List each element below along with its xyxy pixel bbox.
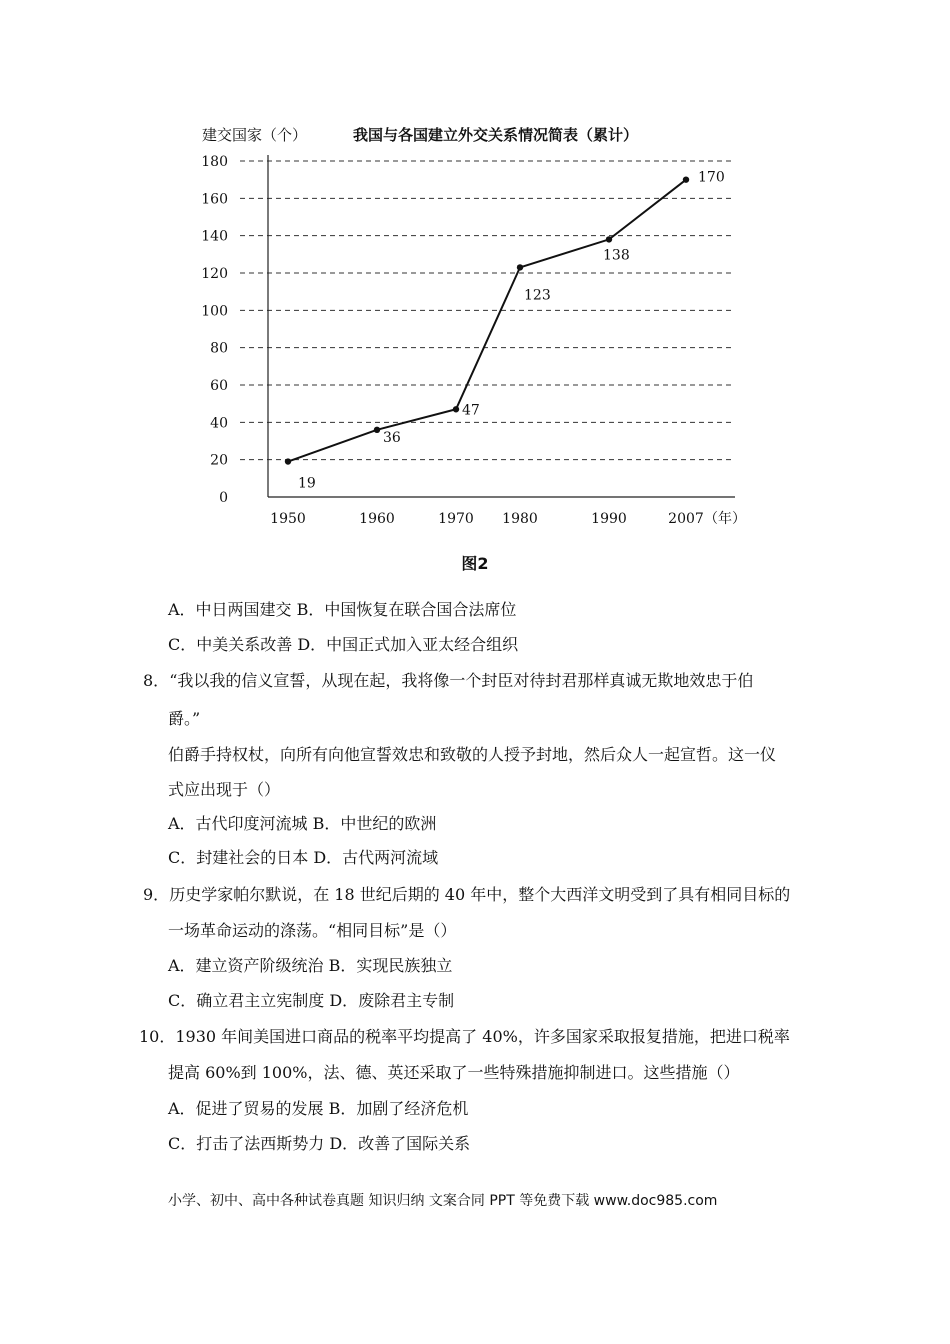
- q9-text-line1: 历史学家帕尔默说，在 18 世纪后期的 40 年中，整个大西洋文明受到了具有相同目标的: [169, 885, 791, 904]
- q8-text-line1: “我以我的信义宣誓，从现在起，我将像一个封臣对待封君那样真诚无欺地效忠于伯: [169, 671, 754, 690]
- q8-text-line3: 伯爵手持权杖，向所有向他宣誓效忠和致敬的人授予封地，然后众人一起宣哲。这一仪: [168, 745, 777, 764]
- y-tick-label: 160: [201, 191, 228, 208]
- q8-options-row1: A．古代印度河流城 B．中世纪的欧洲: [168, 814, 437, 833]
- x-axis-unit: （年）: [704, 511, 746, 527]
- q10-text-line2: 提高 60%到 100%，法、德、英还采取了一些特殊措施抑制进口。这些措施（）: [168, 1063, 740, 1082]
- q8-first-line: [143, 669, 753, 693]
- q8-number: 8．: [143, 671, 170, 690]
- q10-number: 10．: [139, 1027, 176, 1046]
- y-tick-label: 140: [201, 228, 228, 245]
- x-tick-label: 1990: [591, 511, 627, 527]
- data-point: [374, 427, 380, 433]
- data-label: 170: [698, 169, 725, 186]
- q9-first-line: [143, 883, 790, 907]
- x-tick-label: 1980: [502, 511, 538, 527]
- y-tick-label: 0: [219, 490, 228, 506]
- q10-options-row1: A．促进了贸易的发展 B．加剧了经济危机: [168, 1099, 469, 1118]
- data-point: [285, 458, 291, 464]
- q7-options-row1: A．中日两国建交 B．中国恢复在联合国合法席位: [168, 600, 517, 619]
- grid-lines: [240, 161, 735, 460]
- data-point: [606, 236, 612, 242]
- data-label: 19: [298, 475, 316, 492]
- figure-caption: 图2: [461, 554, 489, 573]
- q10-options-row2: C．打击了法西斯势力 D．改善了国际关系: [168, 1134, 471, 1153]
- q9-number: 9．: [143, 885, 170, 904]
- data-label: 123: [524, 287, 551, 304]
- diplomatic-relations-chart: [190, 115, 760, 545]
- x-tick-label: 1960: [359, 511, 395, 527]
- data-point: [517, 264, 523, 270]
- q10-first-line: [139, 1025, 790, 1049]
- q9-options-row2: C．确立君主立宪制度 D．废除君主专制: [168, 991, 455, 1010]
- y-axis-label: 建交国家（个）: [202, 126, 308, 144]
- q10-text-line1: 1930 年间美国进口商品的税率平均提高了 40%，许多国家采取报复措施，把进口税率: [175, 1027, 790, 1046]
- data-label: 138: [603, 247, 630, 264]
- x-tick-label: 2007: [668, 511, 704, 527]
- data-label: 36: [383, 429, 401, 446]
- chart-title: 我国与各国建立外交关系情况简表（累计）: [353, 126, 639, 144]
- data-point: [453, 406, 459, 412]
- q9-text-line2: 一场革命运动的涤荡。“相同目标”是（）: [168, 921, 457, 940]
- data-point: [683, 176, 689, 182]
- data-points: [285, 170, 725, 492]
- y-tick-label: 20: [210, 452, 228, 469]
- series-line: [288, 180, 686, 462]
- y-tick-labels: [201, 154, 228, 506]
- y-tick-label: 100: [201, 303, 228, 320]
- q8-text-line4: 式应出现于（）: [168, 780, 281, 799]
- y-tick-label: 40: [210, 415, 228, 432]
- x-tick-label: 1950: [270, 511, 306, 527]
- y-tick-label: 120: [201, 266, 228, 282]
- q9-options-row1: A．建立资产阶级统治 B．实现民族独立: [168, 956, 453, 975]
- x-tick-label: 1970: [438, 511, 474, 527]
- x-tick-labels: [270, 511, 704, 527]
- y-tick-label: 60: [210, 378, 228, 394]
- data-label: 47: [462, 402, 480, 419]
- q7-options-row2: C．中美关系改善 D．中国正式加入亚太经合组织: [168, 635, 519, 654]
- y-tick-label: 80: [210, 340, 228, 357]
- q8-options-row2: C．封建社会的日本 D．古代两河流域: [168, 848, 439, 867]
- page-footer: 小学、初中、高中各种试卷真题 知识归纳 文案合同 PPT 等免费下载 www.doc985.com: [168, 1193, 718, 1209]
- y-tick-label: 180: [201, 154, 228, 170]
- q8-text-line2: 爵。”: [168, 709, 201, 728]
